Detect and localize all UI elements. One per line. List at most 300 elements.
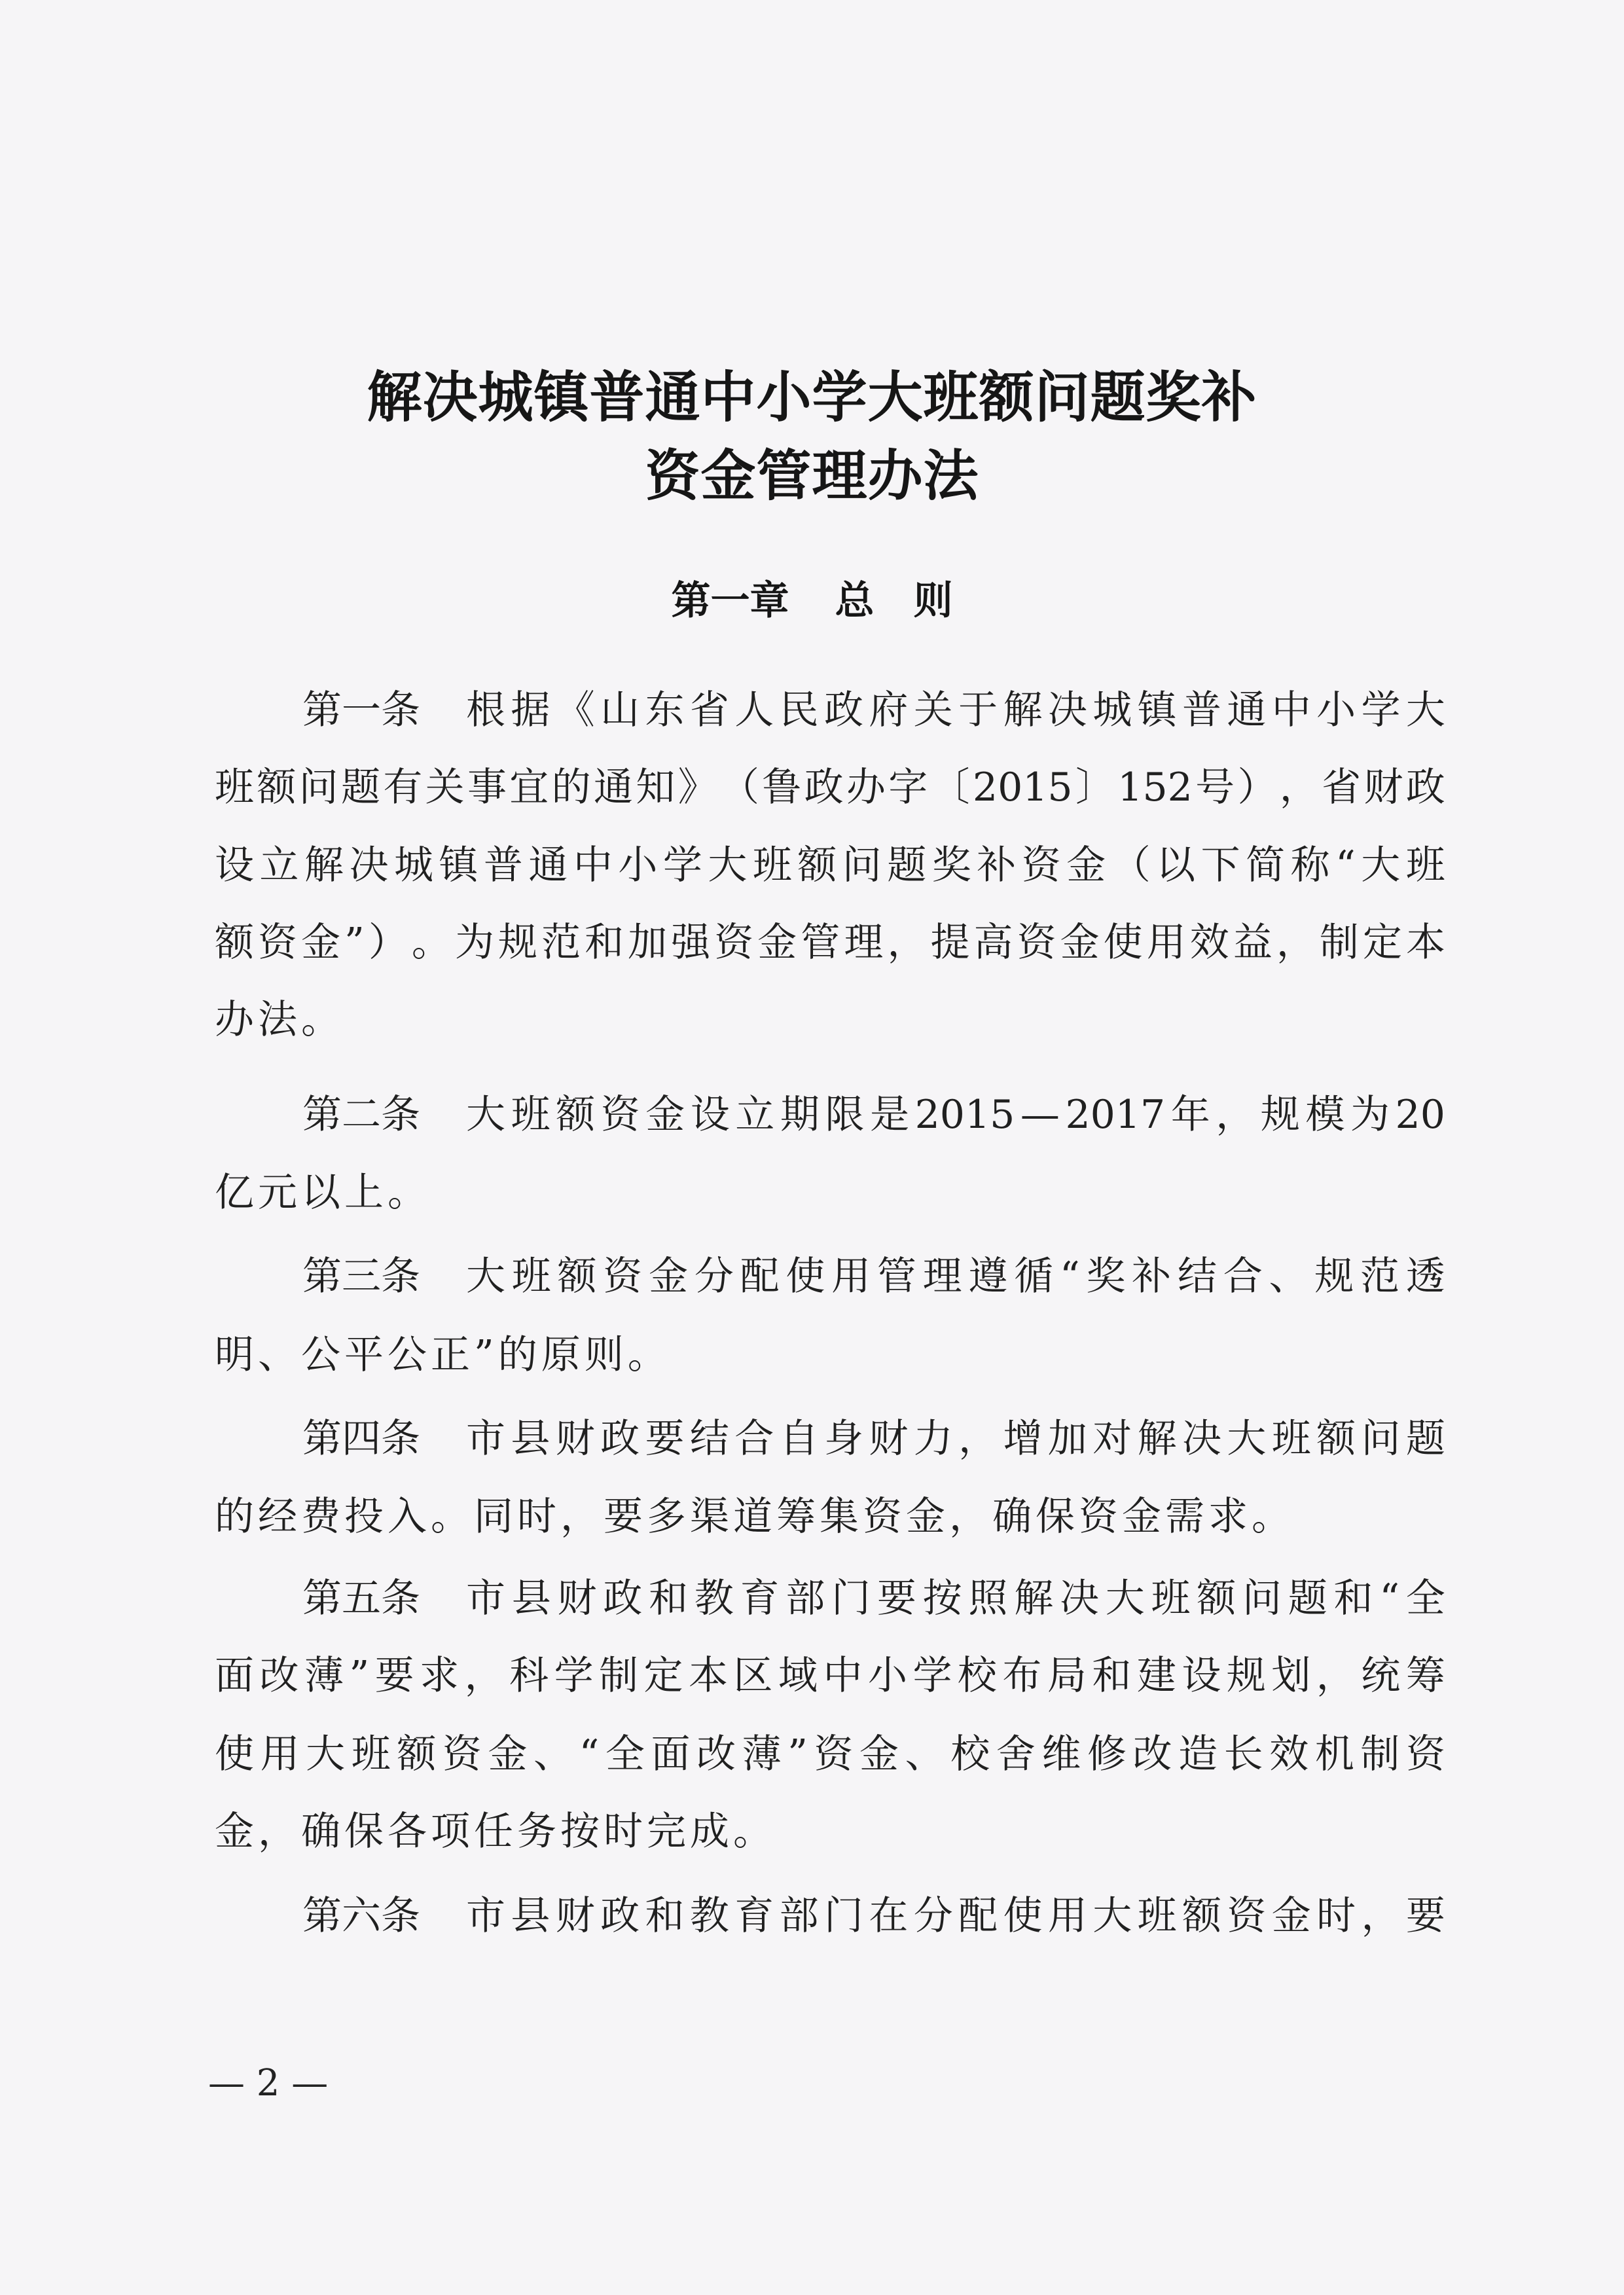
text-glyph: 资	[1021, 842, 1061, 888]
text-glyph: 金	[906, 1494, 945, 1540]
body-text-glyphs	[215, 839, 1445, 892]
text-glyph: 。	[627, 1332, 667, 1378]
text-glyph: 保	[344, 1809, 384, 1854]
text-glyph: 宜	[509, 765, 549, 810]
body-line	[215, 1166, 1445, 1219]
text-glyph: 时	[1316, 1893, 1356, 1939]
text-glyph: ，	[1276, 920, 1316, 966]
text-glyph: 班	[511, 1092, 550, 1138]
text-glyph: 于	[958, 687, 998, 733]
text-glyph: 规	[498, 920, 538, 966]
text-glyph: ”	[787, 1731, 808, 1777]
text-glyph: 合	[734, 1416, 774, 1462]
text-glyph: 解	[1003, 687, 1043, 733]
text-glyph: 任	[474, 1809, 513, 1854]
text-glyph: 政	[600, 1416, 640, 1462]
text-glyph: 长	[1223, 1731, 1263, 1777]
text-glyph: “	[1059, 1254, 1080, 1299]
text-glyph: 完	[647, 1809, 686, 1854]
text-glyph: 班	[1151, 1576, 1191, 1621]
text-glyph: 省	[1322, 765, 1362, 810]
text-glyph: 市	[466, 1893, 505, 1939]
text-glyph: 人	[734, 687, 774, 733]
text-glyph: 金	[645, 1092, 685, 1138]
text-glyph: ，	[560, 1494, 600, 1540]
article-label: 第五条	[302, 1576, 420, 1621]
body-line	[215, 1728, 1445, 1780]
text-glyph: 配	[958, 1893, 998, 1939]
text-glyph: 事	[467, 765, 507, 810]
text-glyph: 亿	[215, 1170, 254, 1216]
article-text-glyphs	[466, 1250, 1445, 1303]
text-glyph: 资	[600, 1092, 640, 1138]
text-glyph: 城	[1092, 687, 1132, 733]
text-glyph: 县	[511, 1893, 550, 1939]
text-glyph: 〕	[1075, 765, 1115, 810]
text-glyph: 投	[344, 1494, 384, 1540]
article-text-glyphs	[466, 1413, 1445, 1465]
text-glyph: 。	[1252, 1494, 1291, 1540]
body-line	[215, 916, 1445, 969]
text-glyph: 本	[689, 1653, 729, 1699]
text-glyph: “	[1335, 842, 1356, 888]
page-number: — 2 —	[208, 2062, 329, 2105]
article-label: 第一条	[302, 687, 420, 733]
text-glyph: 提	[930, 920, 970, 966]
text-glyph: 大	[1227, 1416, 1267, 1462]
text-glyph: 资	[1405, 1731, 1445, 1777]
body-text-glyphs	[215, 761, 1445, 814]
text-glyph: 平	[344, 1332, 384, 1378]
text-glyph: ，	[258, 1809, 297, 1854]
text-glyph: 入	[388, 1494, 427, 1540]
text-glyph: 决	[1059, 1576, 1099, 1621]
text-glyph: 规	[1226, 1653, 1266, 1699]
text-glyph: ，	[1361, 1893, 1401, 1939]
text-glyph: 2017	[1065, 1092, 1166, 1138]
body-text-glyphs	[215, 1805, 1445, 1858]
text-glyph: 确	[992, 1494, 1032, 1540]
body-text-glyphs	[215, 1491, 1445, 1543]
document-title-line-1: 解决城镇普通中小学大班额问题奖补	[367, 365, 1257, 429]
text-glyph: 统	[1361, 1653, 1401, 1699]
text-glyph: （	[719, 765, 759, 810]
text-glyph: 加	[1047, 1416, 1087, 1462]
body-line	[215, 994, 1445, 1046]
text-glyph: 制	[599, 1653, 639, 1699]
text-glyph: 集	[820, 1494, 859, 1540]
text-glyph: 机	[1314, 1731, 1354, 1777]
text-glyph: 立	[735, 1092, 775, 1138]
text-glyph: 期	[780, 1092, 820, 1138]
text-glyph: 使	[1003, 1893, 1043, 1939]
body-text-glyphs	[215, 1650, 1445, 1702]
text-glyph: 增	[1003, 1416, 1043, 1462]
body-line	[215, 1491, 1445, 1543]
text-glyph: 局	[1047, 1653, 1087, 1699]
text-glyph: 年	[1170, 1092, 1210, 1138]
text-glyph: 渠	[690, 1494, 729, 1540]
text-glyph: 科	[509, 1653, 549, 1699]
text-glyph: 大	[1361, 842, 1401, 888]
text-glyph: ”	[349, 1653, 370, 1699]
text-glyph: 金	[1066, 842, 1106, 888]
text-glyph: 改	[259, 1653, 299, 1699]
text-glyph: 以	[301, 1170, 340, 1216]
text-glyph: ”	[344, 920, 365, 966]
text-glyph: 透	[1405, 1254, 1445, 1299]
text-glyph: 理	[922, 1254, 962, 1299]
text-glyph: 时	[604, 1809, 643, 1854]
text-glyph: ，	[887, 920, 927, 966]
text-glyph: 管	[801, 920, 840, 966]
text-glyph: 保	[1036, 1494, 1075, 1540]
text-glyph: 成	[690, 1809, 729, 1854]
text-glyph: 简	[1246, 842, 1286, 888]
text-glyph: 力	[913, 1416, 953, 1462]
text-glyph: 金	[301, 920, 341, 966]
text-glyph: 决	[1047, 687, 1087, 733]
article-label: 第三条	[302, 1254, 420, 1299]
text-glyph: 面	[651, 1731, 691, 1777]
text-glyph: ，	[1316, 1653, 1356, 1699]
text-glyph: 题	[1288, 1576, 1327, 1621]
body-line	[215, 839, 1445, 892]
text-glyph: 为	[1350, 1092, 1390, 1138]
text-glyph: 班	[511, 1254, 551, 1299]
text-glyph: 设	[1182, 1653, 1221, 1699]
text-glyph: 部	[779, 1893, 819, 1939]
text-glyph: 金	[649, 1254, 689, 1299]
text-glyph: 大	[306, 1731, 346, 1777]
text-glyph: 补	[977, 842, 1017, 888]
text-glyph: 通	[593, 765, 633, 810]
text-glyph: ”	[474, 1332, 494, 1378]
text-glyph: 金	[757, 920, 797, 966]
text-glyph: 根	[466, 687, 505, 733]
text-glyph: 题	[1405, 1416, 1445, 1462]
text-glyph: 校	[950, 1731, 990, 1777]
text-glyph: 关	[913, 687, 953, 733]
text-glyph: 资	[714, 920, 754, 966]
text-glyph: 字	[888, 765, 928, 810]
chapter-heading	[0, 569, 1624, 626]
text-glyph: 通	[528, 842, 568, 888]
text-glyph: 班	[752, 842, 792, 888]
text-glyph: 的	[215, 1494, 254, 1540]
text-glyph: 。	[431, 1494, 470, 1540]
text-glyph: 的	[551, 765, 591, 810]
text-glyph: 大	[1405, 687, 1445, 733]
body-text-glyphs	[215, 1728, 1445, 1780]
text-glyph: 和	[645, 1893, 685, 1939]
text-glyph: 自	[779, 1416, 819, 1462]
text-glyph: 各	[388, 1809, 427, 1854]
text-glyph: 大	[1105, 1576, 1145, 1621]
text-glyph: 大	[708, 842, 748, 888]
text-glyph: 金	[1060, 920, 1100, 966]
text-glyph: 奖	[931, 842, 971, 888]
body-line	[302, 1413, 1445, 1465]
body-line	[215, 1650, 1445, 1702]
text-glyph: 额	[797, 842, 837, 888]
text-glyph: 据	[511, 687, 550, 733]
text-glyph: 分	[694, 1254, 734, 1299]
text-glyph: 和	[649, 1576, 689, 1621]
text-glyph: 市	[466, 1576, 505, 1621]
text-glyph: 通	[1227, 687, 1267, 733]
text-glyph: 公	[388, 1332, 427, 1378]
text-glyph: 〔	[930, 765, 970, 810]
text-glyph: 解	[1137, 1416, 1177, 1462]
text-glyph: 鲁	[762, 765, 802, 810]
text-glyph: 多	[647, 1494, 686, 1540]
text-glyph: 全	[1405, 1576, 1445, 1621]
text-glyph: 部	[785, 1576, 825, 1621]
text-glyph: 资	[258, 920, 298, 966]
text-glyph: 建	[1136, 1653, 1176, 1699]
text-glyph: 金	[1271, 1893, 1311, 1939]
text-glyph: 用	[1146, 920, 1186, 966]
text-glyph: 设	[690, 1092, 730, 1138]
text-glyph: 。	[733, 1809, 772, 1854]
text-glyph: 资	[1017, 920, 1056, 966]
text-glyph: 布	[1002, 1653, 1042, 1699]
text-glyph: 东	[645, 687, 685, 733]
text-glyph: 筹	[776, 1494, 816, 1540]
text-glyph: 修	[1087, 1731, 1127, 1777]
text-glyph: 是	[870, 1092, 910, 1138]
text-glyph: 为	[454, 920, 494, 966]
text-glyph: 决	[1182, 1416, 1221, 1462]
text-glyph: 育	[740, 1576, 780, 1621]
text-glyph: 学	[1361, 687, 1401, 733]
text-glyph: 政	[824, 687, 863, 733]
text-glyph: 身	[824, 1416, 863, 1462]
text-glyph: 金	[1122, 1494, 1161, 1540]
text-glyph: 县	[511, 1576, 551, 1621]
article-label: 第四条	[302, 1416, 420, 1462]
text-glyph: 薄	[742, 1731, 782, 1777]
text-glyph: 求	[1208, 1494, 1248, 1540]
chapter-number: 第一章	[671, 578, 789, 624]
text-glyph: 政	[804, 765, 844, 810]
text-glyph: 题	[887, 842, 927, 888]
text-glyph: 解	[304, 842, 344, 888]
text-glyph: 限	[825, 1092, 865, 1138]
text-glyph: 资	[1079, 1494, 1118, 1540]
text-glyph: 办	[215, 997, 254, 1043]
text-glyph: 号	[1195, 765, 1235, 810]
text-glyph: 学	[554, 1653, 594, 1699]
text-glyph: 学	[912, 1653, 952, 1699]
body-text-glyphs	[215, 916, 1445, 969]
text-glyph: 按	[560, 1809, 600, 1854]
text-glyph: 照	[968, 1576, 1008, 1621]
chapter-title-part-2: 则	[913, 578, 953, 624]
text-glyph: 。	[411, 920, 451, 966]
text-glyph: 资	[442, 1731, 482, 1777]
article-text-glyphs	[466, 1572, 1445, 1625]
text-glyph: 按	[922, 1576, 962, 1621]
text-glyph: 金	[215, 1809, 254, 1854]
text-glyph: 奖	[1086, 1254, 1126, 1299]
text-glyph: 经	[258, 1494, 297, 1540]
text-glyph: ，	[464, 1653, 504, 1699]
text-glyph: 全	[605, 1731, 645, 1777]
text-glyph: 《	[555, 687, 595, 733]
text-glyph: 上	[344, 1170, 384, 1216]
text-glyph: 规	[1260, 1092, 1300, 1138]
text-glyph: 循	[1014, 1254, 1054, 1299]
text-glyph: 改	[696, 1731, 736, 1777]
text-glyph: 要	[374, 1653, 414, 1699]
text-glyph: 金	[488, 1731, 528, 1777]
text-glyph: 2015	[972, 765, 1073, 810]
text-glyph: 规	[1314, 1254, 1354, 1299]
text-glyph: 确	[301, 1809, 340, 1854]
text-glyph: ）	[368, 920, 408, 966]
text-glyph: 、	[533, 1731, 573, 1777]
text-glyph: 明	[215, 1332, 254, 1378]
text-glyph: 财	[1363, 765, 1403, 810]
article-label: 第二条	[302, 1092, 420, 1138]
text-glyph: 金	[859, 1731, 899, 1777]
text-glyph: 政	[603, 1576, 643, 1621]
text-glyph: 152	[1117, 765, 1193, 810]
text-glyph: 决	[349, 842, 389, 888]
text-glyph: 遵	[968, 1254, 1008, 1299]
text-glyph: 府	[869, 687, 909, 733]
text-glyph: 制	[1360, 1731, 1400, 1777]
text-glyph: 要	[876, 1576, 916, 1621]
text-glyph: 城	[393, 842, 433, 888]
body-line	[302, 1089, 1445, 1141]
text-glyph: 费	[301, 1494, 340, 1540]
text-glyph: 道	[733, 1494, 772, 1540]
text-glyph: ，	[1216, 1092, 1255, 1138]
text-glyph: 强	[671, 920, 711, 966]
text-glyph: 务	[517, 1809, 556, 1854]
text-glyph: 高	[973, 920, 1013, 966]
body-line	[302, 684, 1445, 736]
text-glyph: 镇	[1137, 687, 1177, 733]
text-glyph: 小	[1316, 687, 1356, 733]
body-line	[302, 1250, 1445, 1303]
text-glyph: 要	[645, 1416, 685, 1462]
body-text-glyphs	[215, 994, 1445, 1046]
article-text-glyphs	[466, 1890, 1445, 1942]
text-glyph: 大	[1092, 1893, 1132, 1939]
text-glyph: 、	[905, 1731, 945, 1777]
text-glyph: 薄	[304, 1653, 344, 1699]
text-glyph: 民	[779, 687, 819, 733]
text-glyph: 额	[1316, 1416, 1356, 1462]
text-glyph: 的	[497, 1332, 537, 1378]
text-glyph: 模	[1305, 1092, 1345, 1138]
text-glyph: 定	[1362, 920, 1402, 966]
text-glyph: 域	[778, 1653, 818, 1699]
text-glyph: 大	[466, 1092, 505, 1138]
text-glyph: 额	[1197, 1576, 1236, 1621]
text-glyph: 改	[1132, 1731, 1172, 1777]
text-glyph: 财	[557, 1576, 597, 1621]
text-glyph: ，	[1279, 765, 1319, 810]
text-glyph: 制	[1319, 920, 1359, 966]
text-glyph: 用	[1047, 1893, 1087, 1939]
text-glyph: 、	[258, 1332, 297, 1378]
text-glyph: 2015	[914, 1092, 1015, 1138]
text-glyph: 问	[842, 842, 882, 888]
text-glyph: 和	[585, 920, 624, 966]
body-line	[302, 1572, 1445, 1625]
text-glyph: 额	[1182, 1893, 1221, 1939]
text-glyph: 学	[662, 842, 702, 888]
text-glyph: 效	[1269, 1731, 1309, 1777]
text-glyph: 财	[555, 1416, 595, 1462]
text-glyph: 舍	[996, 1731, 1036, 1777]
body-text-glyphs	[215, 1329, 1445, 1381]
text-glyph: 普	[1182, 687, 1221, 733]
text-glyph: 分	[913, 1893, 953, 1939]
text-glyph: 班	[1137, 1893, 1177, 1939]
text-glyph: 中	[823, 1653, 863, 1699]
text-glyph: ）	[1237, 765, 1277, 810]
text-glyph: 需	[1165, 1494, 1204, 1540]
text-glyph: 教	[689, 1893, 729, 1939]
text-glyph: 结	[1177, 1254, 1217, 1299]
text-glyph: 中	[1271, 687, 1311, 733]
text-glyph: 面	[215, 1653, 254, 1699]
text-glyph: 要	[1405, 1893, 1445, 1939]
text-glyph: 加	[628, 920, 668, 966]
text-glyph: 额	[556, 1092, 596, 1138]
text-glyph: 本	[1406, 920, 1445, 966]
text-glyph: “	[1379, 1576, 1399, 1621]
text-glyph: 财	[869, 1416, 909, 1462]
text-glyph: 。	[301, 997, 340, 1043]
text-glyph: 问	[1242, 1576, 1282, 1621]
text-glyph: 合	[1223, 1254, 1263, 1299]
text-glyph: 正	[431, 1332, 470, 1378]
text-glyph: 育	[734, 1893, 774, 1939]
text-glyph: 政	[1405, 765, 1445, 810]
text-glyph: 和	[1333, 1576, 1373, 1621]
text-glyph: 划	[1271, 1653, 1311, 1699]
text-glyph: 用	[260, 1731, 300, 1777]
text-glyph: 题	[340, 765, 380, 810]
text-glyph: 求	[420, 1653, 460, 1699]
text-glyph: 额	[257, 765, 297, 810]
text-glyph: 效	[1189, 920, 1229, 966]
text-glyph: 使	[1103, 920, 1143, 966]
text-glyph: 使	[785, 1254, 825, 1299]
text-glyph: 在	[869, 1893, 909, 1939]
text-glyph: 政	[600, 1893, 640, 1939]
text-glyph: 对	[1092, 1416, 1132, 1462]
text-glyph: 市	[466, 1416, 505, 1462]
text-glyph: 班	[215, 765, 254, 810]
text-glyph: 山	[600, 687, 640, 733]
document-title-line-2: 资金管理办法	[645, 444, 979, 508]
text-glyph: ，	[958, 1416, 998, 1462]
text-glyph: 元	[258, 1170, 297, 1216]
body-line	[215, 761, 1445, 814]
text-glyph: 下	[1200, 842, 1240, 888]
text-glyph: 设	[215, 842, 254, 888]
text-glyph: 区	[733, 1653, 773, 1699]
text-glyph: 法	[258, 997, 297, 1043]
